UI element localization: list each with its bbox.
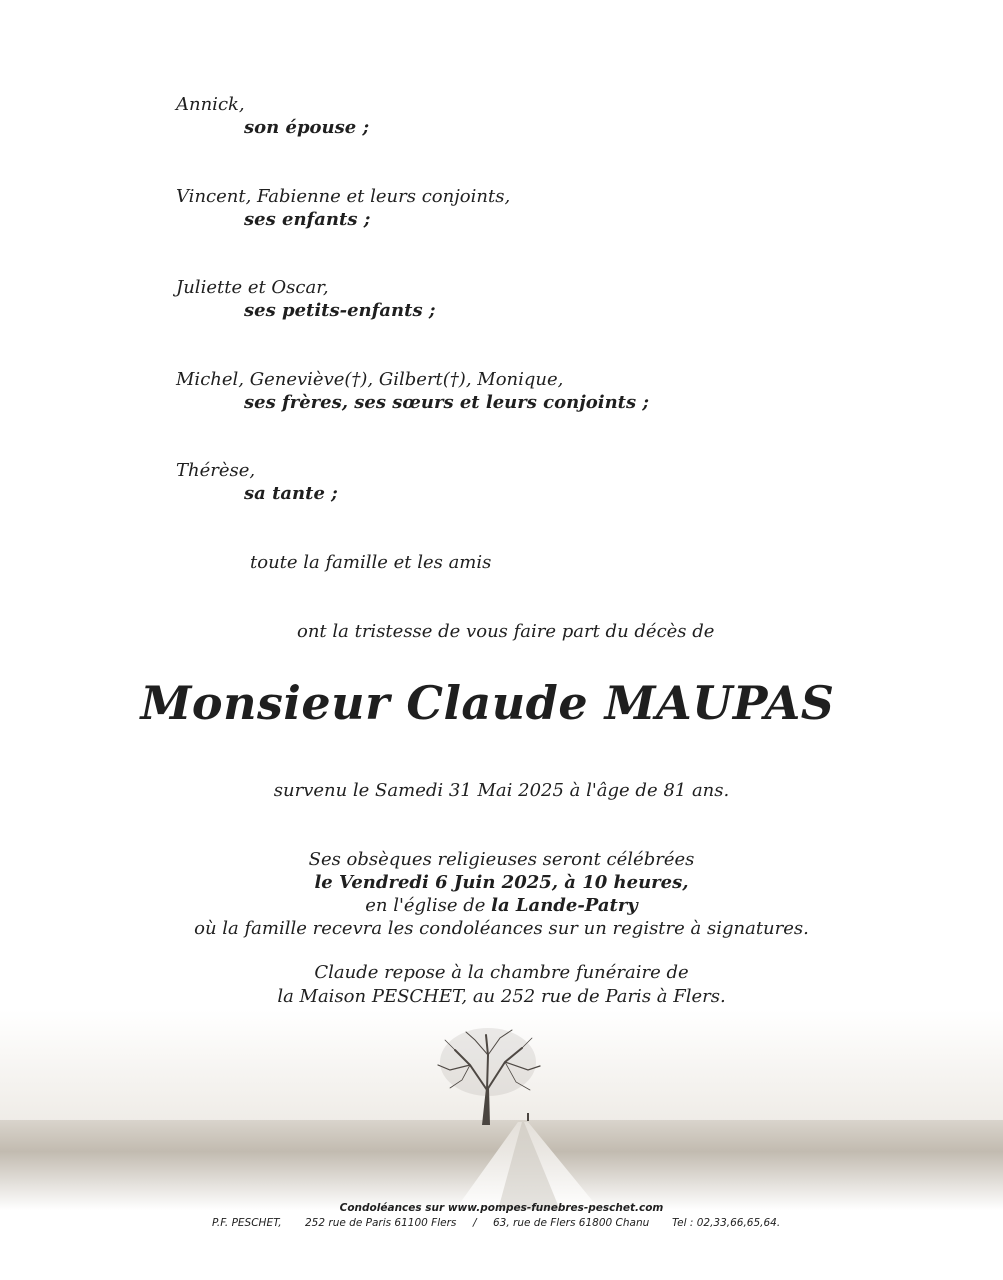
repose-line-2: la Maison PESCHET, au 252 rue de Paris à Flers. xyxy=(277,986,726,1007)
family-names-3: Juliette et Oscar, xyxy=(176,277,329,298)
funeral-line-1: Ses obsèques religieuses seront célébrées xyxy=(308,849,695,870)
announcement-text: ont la tristesse de vous faire part du décès de xyxy=(297,621,715,642)
family-and-friends: toute la famille et les amis xyxy=(250,552,492,573)
family-relation-5: sa tante ; xyxy=(244,483,338,504)
death-info: survenu le Samedi 31 Mai 2025 à l'âge de 81 ans. xyxy=(273,780,730,801)
funeral-church-line xyxy=(0,895,1003,916)
family-relation-1: son épouse ; xyxy=(244,117,370,138)
family-names-2: Vincent, Fabienne et leurs conjoints, xyxy=(176,186,511,207)
deceased-name: Monsieur Claude MAUPAS xyxy=(140,676,835,730)
address-chanu: 63, rue de Flers 61800 Chanu xyxy=(493,1217,650,1229)
landscape-tree-image xyxy=(0,1010,1003,1210)
family-names-1: Annick, xyxy=(176,94,245,115)
funeral-date-time: le Vendredi 6 Juin 2025, à 10 heures, xyxy=(314,872,689,893)
family-relation-2: ses enfants ; xyxy=(244,209,371,230)
phone-number: Tel : 02,33,66,65,64. xyxy=(672,1217,781,1229)
family-names-4: Michel, Geneviève(†), Gilbert(†), Monique, xyxy=(176,369,564,390)
repose-line-1: Claude repose à la chambre funéraire de xyxy=(314,962,689,983)
church-place: la Lande-Patry xyxy=(491,895,638,916)
family-relation-3: ses petits-enfants ; xyxy=(244,300,436,321)
family-names-5: Thérèse, xyxy=(176,460,256,481)
address-separator: / xyxy=(473,1217,477,1229)
funeral-line-4: où la famille recevra les condoléances sur un registre à signatures. xyxy=(194,918,809,939)
company-name: P.F. PESCHET, xyxy=(212,1217,282,1229)
address-flers: 252 rue de Paris 61100 Flers xyxy=(305,1217,457,1229)
family-relation-4: ses frères, ses sœurs et leurs conjoints ; xyxy=(244,392,650,413)
church-prefix: en l'église de xyxy=(365,895,492,916)
condolences-website: Condoléances sur www.pompes-funebres-peschet.com xyxy=(339,1202,664,1214)
